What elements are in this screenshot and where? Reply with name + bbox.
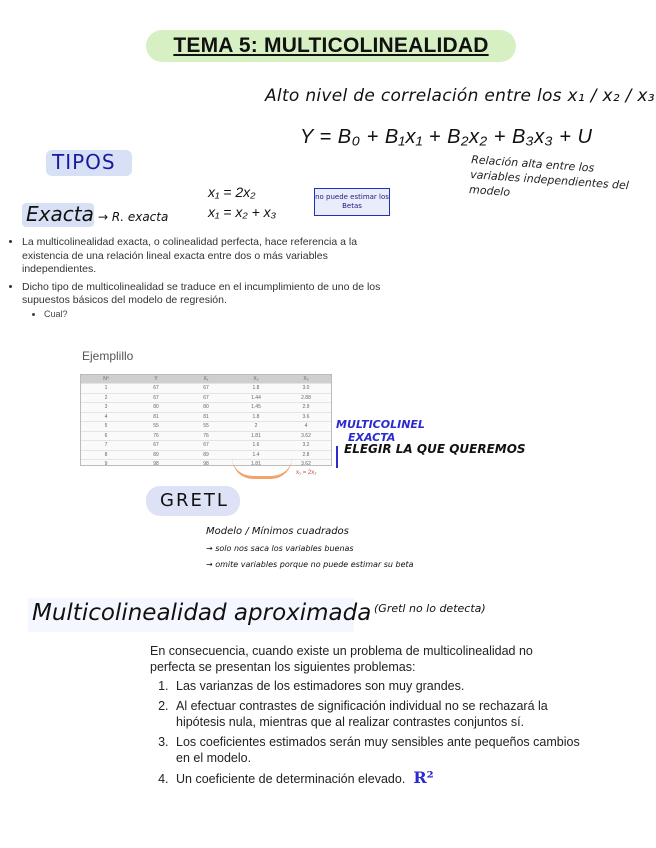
table-row [81,383,331,393]
table-cell: 76 [153,432,159,439]
table-header-cell: Nº [103,376,109,382]
table-cell: 4 [304,423,308,429]
multicolinel-text: MULTICOLINEL [336,418,425,431]
table-cell: 7 [104,442,108,448]
table-cell: 3.2 [302,442,310,448]
table-header-cell: Y [154,376,158,382]
table-cell: 89 [153,451,159,458]
table-row [81,421,331,431]
table-cell: 67 [153,394,159,401]
table-cell: 1.4 [252,451,260,458]
table-cell: 98 [153,461,159,467]
table-cell: 67 [153,385,159,391]
table-header-cell: X₃ [303,376,309,382]
handwritten-note-correlation: Alto nivel de correlación entre los x₁ / x₂ / x₃ [265,86,655,106]
multicolinealidad-exacta-note [336,418,425,444]
table-cell: 3.62 [301,432,311,439]
table-row [81,450,331,460]
table-cell: 89 [203,451,209,458]
problem-item: 3. Los coeficientes estimados serán muy sensibles ante pequeños cambios en el modelo. [172,734,592,766]
problem-text: Un coeficiente de determinación elevado. [176,772,406,786]
table-cell: 3 [104,404,108,410]
table-cell: 55 [153,423,159,429]
problems-list [150,678,592,791]
column-relation-label: x₁ = 2x₂ [296,470,317,476]
table-cell: 81 [153,413,159,420]
table-header-cell: X₂ [253,376,259,382]
ejemplillo-label: Ejemplillo [82,349,134,363]
elegir-note: ELEGIR LA QUE QUEREMOS [344,442,526,456]
table-cell: 2.9 [302,404,310,410]
table-cell: 2 [254,423,258,429]
table-cell: 4 [104,413,108,420]
sub-bullet-list [22,308,382,322]
table-row [81,402,331,412]
table-cell: 3.0 [302,385,310,391]
table-cell: 8 [104,451,108,458]
table-cell: 1.81 [251,461,261,467]
table-cell: 1.81 [251,432,261,439]
table-cell: 3.62 [301,461,311,467]
table-cell: 67 [153,442,159,448]
gretl-no-detecta-note: (Gretl no lo detecta) [374,602,486,615]
table-cell: 1.8 [252,385,260,391]
table-cell: 76 [203,432,209,439]
table-cell: 2 [104,394,108,401]
gretl-note-1: Modelo / Mínimos cuadrados [206,526,349,537]
gretl-note-3: → omite variables porque no puede estimar su beta [206,560,414,569]
problem-item [172,770,592,787]
table-cell: 5 [104,423,108,429]
table-row [81,393,331,403]
bullet-item [22,281,382,322]
column-link-arc [232,458,292,479]
title-highlight [146,30,516,62]
table-cell: 1.8 [252,413,260,420]
exacta-text: EXACTA [348,431,396,444]
table-row [81,412,331,422]
bullet-list [10,236,382,325]
table-cell: 3.6 [302,413,310,420]
bullet-text: Dicho tipo de multicolinealidad se traduce en el incumplimiento de uno de los supuestos básicos del modelo de regresión. [22,280,381,306]
arrow-r-exacta: → R. exacta [98,210,169,224]
table-cell: 80 [153,404,159,410]
gretl-note-2: → solo nos saca los variables buenas [206,544,354,553]
r-squared-mark: R² [413,768,434,787]
boxed-note: no puede estimar los Betas [314,188,390,216]
sub-bullet-item: • Cual? [44,308,382,322]
table-cell: 1 [104,385,108,391]
table-cell: 9 [104,461,108,467]
table-cell: 1.44 [251,394,261,401]
problem-item: 1. Las varianzas de los estimadores son muy grandes. [172,678,592,694]
handwritten-note-relation: Relación alta entre los variables independientes del modelo [468,153,630,199]
table-cell: 98 [203,461,209,467]
problem-item: 2. Al efectuar contrastes de significación individual no se rechazará la hipótesis nula, mientras que al realizar contrastes conjuntos sí. [172,698,592,730]
table-cell: 55 [203,423,209,429]
table-row [81,459,331,469]
table-cell: 2.88 [301,394,311,401]
example-data-table [80,374,332,466]
table-cell: 67 [203,394,209,401]
table-cell: 81 [203,413,209,420]
table-cell: 6 [104,432,108,439]
intro-paragraph: En consecuencia, cuando existe un problema de multicolinealidad no perfecta se presentan los siguientes problemas: [150,644,533,674]
bullet-item: • La multicolinealidad exacta, o colinealidad perfecta, hace referencia a la existencia de una relación lineal exacta entre dos o más variables independientes. [22,236,382,277]
heading-multicolinealidad-aproximada: Multicolinealidad aproximada [32,600,372,626]
bracket-mark [336,446,338,468]
table-header-cell: X₁ [203,376,209,382]
table-row [81,440,331,450]
table-cell: 67 [203,385,209,391]
page-title: TEMA 5: MULTICOLINEALIDAD [173,34,489,57]
equation-1: x₁ = 2x₂ [208,184,256,200]
table-cell: 2.8 [302,451,310,458]
table-header [81,375,331,383]
table-row [81,431,331,441]
table-cell: 67 [203,442,209,448]
heading-tipos: TIPOS [52,150,116,174]
table-cell: 1.45 [251,404,261,410]
table-cell: 1.6 [252,442,260,448]
heading-exacta: Exacta [26,202,94,226]
table-cell: 80 [203,404,209,410]
equation-2: x₁ = x₂ + x₃ [208,204,277,220]
heading-gretl: GRETL [160,490,229,511]
regression-formula: Y = B₀ + B₁x₁ + B₂x₂ + B₃x₃ + U [300,126,593,148]
